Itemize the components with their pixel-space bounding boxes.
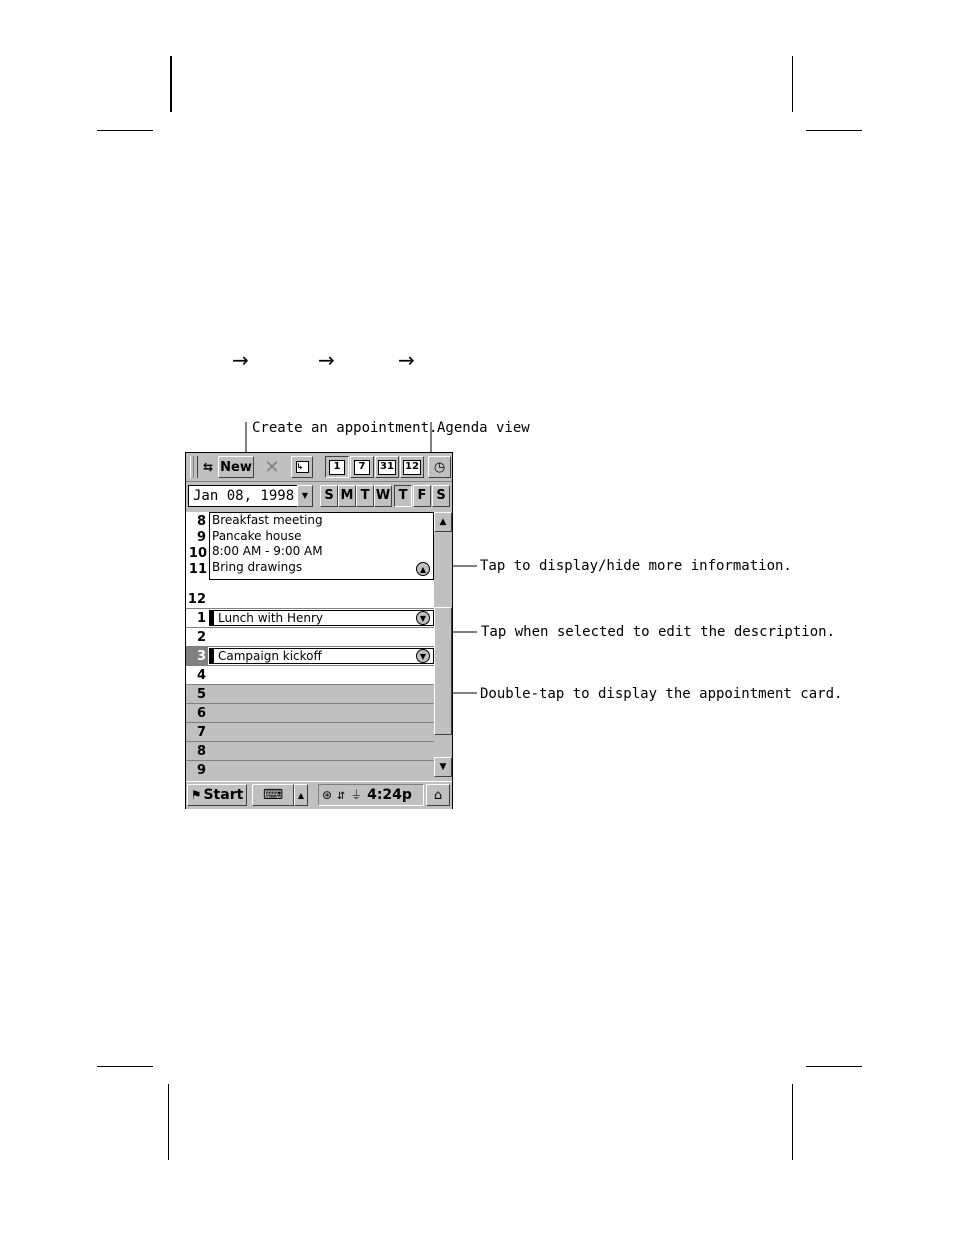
vertical-scrollbar[interactable]	[434, 512, 452, 779]
goto-today-button[interactable]	[291, 456, 313, 478]
time-row-offhours[interactable]	[186, 704, 434, 723]
agenda-clock-icon: ◷	[433, 459, 446, 475]
hour-label-9: 9	[196, 530, 206, 545]
busy-bar	[210, 649, 214, 663]
day-button-tue[interactable]: T	[356, 485, 374, 507]
chevron-down-icon: ▼	[419, 652, 427, 661]
hour-label: 6	[196, 706, 206, 721]
day-button-sun[interactable]: S	[320, 485, 338, 507]
network-icon[interactable]: ⊛	[322, 788, 333, 802]
arrow-1: →	[232, 348, 249, 372]
clock-time[interactable]: 4:24p	[367, 787, 412, 803]
time-row-offhours[interactable]	[186, 742, 434, 761]
hour-label: 2	[196, 630, 206, 645]
new-appointment-button[interactable]: New	[218, 456, 254, 478]
day-button-fri[interactable]: F	[413, 485, 431, 507]
time-row[interactable]	[186, 590, 434, 609]
hour-label-11: 11	[188, 562, 207, 577]
hour-label: 9	[196, 763, 206, 778]
hour-label-8: 8	[196, 514, 206, 529]
hour-label: 7	[196, 725, 206, 740]
swap-arrows-icon: ⇆	[202, 460, 214, 474]
time-row[interactable]	[186, 647, 434, 666]
callout-agenda-view: Agenda view	[437, 420, 530, 436]
calendar-screen	[185, 452, 453, 809]
command-bar	[186, 453, 452, 482]
month-view-button[interactable]	[375, 456, 399, 478]
callout-appointment-card: Double-tap to display the appointment card.	[480, 686, 843, 702]
scroll-down-button[interactable]	[434, 757, 452, 777]
chevron-down-icon: ▼	[301, 491, 309, 500]
hour-label: 12	[187, 592, 206, 607]
appt-time: 8:00 AM - 9:00 AM	[212, 544, 323, 558]
day-button-mon[interactable]: M	[338, 485, 356, 507]
taskbar	[186, 781, 452, 809]
system-tray	[318, 784, 424, 806]
hour-label: 4	[196, 668, 206, 683]
hour-label: 5	[196, 687, 206, 702]
triangle-up-icon: ▲	[297, 790, 305, 800]
delete-x-icon: ✕	[264, 456, 280, 478]
hour-label-10: 10	[188, 546, 207, 561]
day-button-thu[interactable]: T	[394, 485, 412, 507]
time-row[interactable]	[186, 609, 434, 628]
time-row-offhours[interactable]	[186, 761, 434, 780]
start-button[interactable]	[187, 784, 247, 806]
callout-create-appointment: Create an appointment.	[252, 420, 438, 436]
goto-icon: ↳	[296, 461, 309, 473]
sync-icon[interactable]: ⇵	[336, 791, 346, 802]
chevron-up-icon: ▲	[419, 565, 427, 574]
hour-label-selected: 3	[186, 647, 208, 666]
date-bar	[186, 482, 452, 511]
appt-subject: Breakfast meeting	[212, 513, 323, 527]
input-panel-button[interactable]	[252, 784, 294, 806]
day-button-wed[interactable]: W	[374, 485, 392, 507]
collapse-toggle-button[interactable]	[416, 562, 430, 576]
date-dropdown-button[interactable]	[297, 485, 313, 507]
week-view-button[interactable]	[350, 456, 374, 478]
agenda-view-button[interactable]	[428, 456, 451, 478]
expand-toggle-button[interactable]	[416, 611, 430, 625]
triangle-down-icon: ▼	[439, 762, 447, 772]
keyboard-icon: ⌨	[262, 787, 284, 803]
appt-notes: Bring drawings	[212, 559, 303, 574]
windows-flag-icon: ⚑	[190, 788, 202, 802]
date-picker[interactable]: Jan 08, 1998	[188, 485, 313, 507]
month-view-icon: 31	[378, 460, 396, 475]
time-row[interactable]	[186, 628, 434, 647]
tools-button[interactable]	[198, 456, 218, 478]
day-view-icon: 1	[329, 460, 345, 475]
chevron-down-icon: ▼	[419, 614, 427, 623]
toolbar-grip[interactable]	[190, 456, 198, 478]
start-label: Start	[203, 787, 244, 803]
appointment-lunch[interactable]	[209, 610, 434, 626]
hour-label: 8	[196, 744, 206, 759]
year-view-icon: 12	[403, 460, 421, 475]
day-button-sat[interactable]: S	[432, 485, 450, 507]
busy-bar	[210, 611, 214, 625]
callout-edit-description: Tap when selected to edit the description.	[481, 624, 836, 640]
appointment-campaign[interactable]	[209, 648, 434, 664]
year-view-button[interactable]	[400, 456, 424, 478]
appointment-label: Campaign kickoff	[218, 649, 322, 663]
time-row-offhours[interactable]	[186, 723, 434, 742]
expanded-appointment[interactable]	[209, 512, 434, 580]
triangle-up-icon: ▲	[439, 517, 447, 527]
day-grid	[186, 512, 434, 779]
scroll-up-button[interactable]	[434, 512, 452, 532]
hour-label: 1	[196, 611, 206, 626]
time-row[interactable]	[186, 666, 434, 685]
scroll-thumb[interactable]	[434, 607, 452, 735]
expand-toggle-button[interactable]	[416, 649, 430, 663]
input-panel-menu-button[interactable]	[294, 784, 308, 806]
delete-button[interactable]	[259, 456, 285, 478]
home-icon: ⌂	[433, 787, 443, 803]
appointment-label: Lunch with Henry	[218, 611, 324, 625]
power-plug-icon[interactable]: ⏚	[350, 788, 363, 802]
arrow-3: →	[398, 348, 415, 372]
arrow-2: →	[318, 348, 335, 372]
time-row-offhours[interactable]	[186, 685, 434, 704]
day-view-button[interactable]	[325, 456, 349, 478]
desktop-button[interactable]	[426, 784, 450, 806]
week-view-icon: 7	[354, 460, 370, 475]
callout-more-info: Tap to display/hide more information.	[480, 558, 792, 574]
appt-location: Pancake house	[212, 528, 302, 543]
